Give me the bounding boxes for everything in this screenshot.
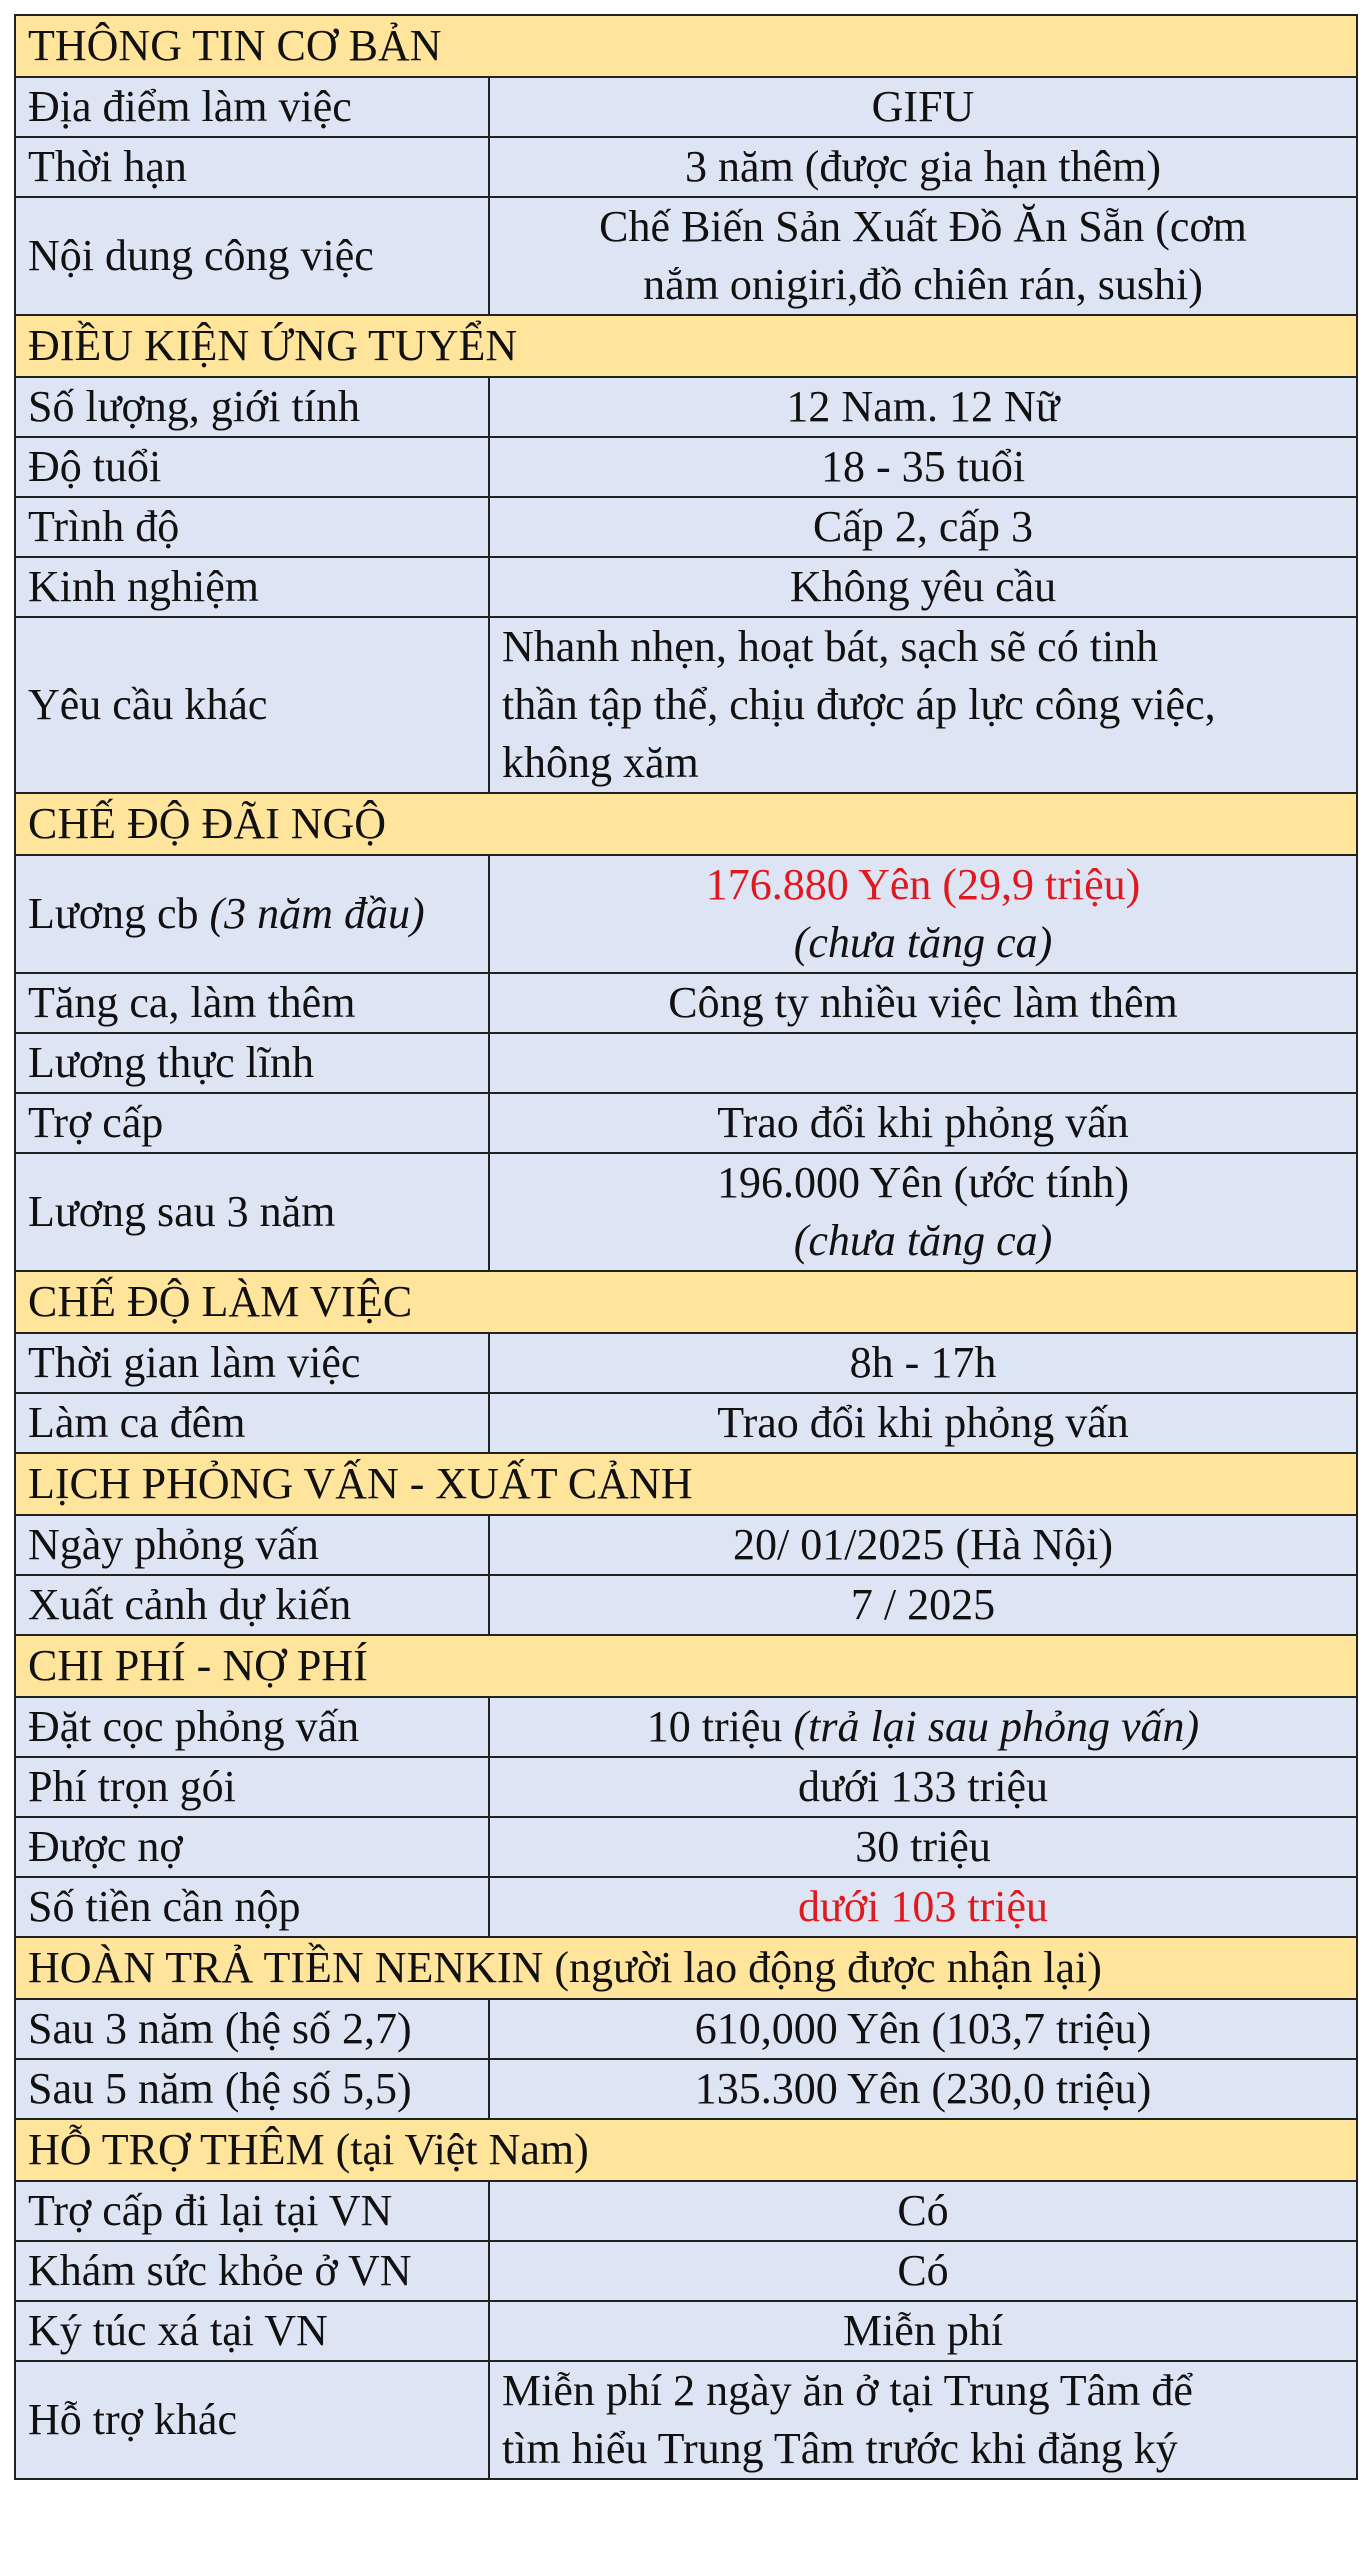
label-text: Lương cb bbox=[28, 889, 210, 938]
row-label: Sau 3 năm (hệ số 2,7) bbox=[15, 1999, 489, 2059]
label-note: (3 năm đầu) bbox=[209, 889, 425, 938]
row-label: Độ tuổi bbox=[15, 437, 489, 497]
value-line: tìm hiểu Trung Tâm trước khi đăng ký bbox=[502, 2424, 1178, 2473]
row-dormitory bbox=[15, 2301, 1357, 2361]
row-quantity-gender bbox=[15, 377, 1357, 437]
row-label: Sau 5 năm (hệ số 5,5) bbox=[15, 2059, 489, 2119]
row-night-shift bbox=[15, 1393, 1357, 1453]
value-line: Miễn phí 2 ngày ăn ở tại Trung Tâm để bbox=[502, 2366, 1193, 2415]
row-value: Công ty nhiều việc làm thêm bbox=[489, 973, 1357, 1033]
row-value: 18 - 35 tuổi bbox=[489, 437, 1357, 497]
row-value: dưới 103 triệu bbox=[489, 1877, 1357, 1937]
row-overtime bbox=[15, 973, 1357, 1033]
row-value: Trao đổi khi phỏng vấn bbox=[489, 1393, 1357, 1453]
row-label: Trình độ bbox=[15, 497, 489, 557]
row-value: 30 triệu bbox=[489, 1817, 1357, 1877]
row-age bbox=[15, 437, 1357, 497]
value-note: (trả lại sau phỏng vấn) bbox=[793, 1702, 1200, 1751]
salary-highlight: 176.880 Yên (29,9 triệu) bbox=[705, 860, 1141, 909]
section-nenkin bbox=[15, 1937, 1357, 1999]
row-label: Đặt cọc phỏng vấn bbox=[15, 1697, 489, 1757]
section-title: CHẾ ĐỘ ĐÃI NGỘ bbox=[15, 793, 1357, 855]
section-title: ĐIỀU KIỆN ỨNG TUYỂN bbox=[15, 315, 1357, 377]
row-salary-after-3-years bbox=[15, 1153, 1357, 1271]
row-value: Trao đổi khi phỏng vấn bbox=[489, 1093, 1357, 1153]
row-value bbox=[489, 1697, 1357, 1757]
section-title: CHẾ ĐỘ LÀM VIỆC bbox=[15, 1271, 1357, 1333]
row-base-salary bbox=[15, 855, 1357, 973]
row-deposit bbox=[15, 1697, 1357, 1757]
row-value bbox=[489, 617, 1357, 793]
row-value bbox=[489, 1153, 1357, 1271]
section-title: HỖ TRỢ THÊM (tại Việt Nam) bbox=[15, 2119, 1357, 2181]
value-line: không xăm bbox=[502, 738, 699, 787]
row-allowance bbox=[15, 1093, 1357, 1153]
section-benefits bbox=[15, 793, 1357, 855]
row-job-content bbox=[15, 197, 1357, 315]
section-basic-info bbox=[15, 15, 1357, 77]
row-nenkin-3-years bbox=[15, 1999, 1357, 2059]
row-label: Phí trọn gói bbox=[15, 1757, 489, 1817]
row-package-fee bbox=[15, 1757, 1357, 1817]
job-info-table bbox=[14, 14, 1358, 2480]
row-value bbox=[489, 197, 1357, 315]
row-value: Cấp 2, cấp 3 bbox=[489, 497, 1357, 557]
section-title: THÔNG TIN CƠ BẢN bbox=[15, 15, 1357, 77]
row-travel-allowance bbox=[15, 2181, 1357, 2241]
row-value: Miễn phí bbox=[489, 2301, 1357, 2361]
value-line: nắm onigiri,đồ chiên rán, sushi) bbox=[643, 260, 1203, 309]
row-value: 3 năm (được gia hạn thêm) bbox=[489, 137, 1357, 197]
section-schedule bbox=[15, 1453, 1357, 1515]
row-label: Địa điểm làm việc bbox=[15, 77, 489, 137]
row-working-hours bbox=[15, 1333, 1357, 1393]
value-line: Chế Biến Sản Xuất Đồ Ăn Sẵn (cơm bbox=[599, 202, 1247, 251]
section-fees bbox=[15, 1635, 1357, 1697]
row-location bbox=[15, 77, 1357, 137]
row-value: dưới 133 triệu bbox=[489, 1757, 1357, 1817]
row-label: Trợ cấp bbox=[15, 1093, 489, 1153]
row-label: Hỗ trợ khác bbox=[15, 2361, 489, 2479]
row-label: Kinh nghiệm bbox=[15, 557, 489, 617]
row-value: Có bbox=[489, 2241, 1357, 2301]
row-value: GIFU bbox=[489, 77, 1357, 137]
row-label: Số lượng, giới tính bbox=[15, 377, 489, 437]
row-value: Không yêu cầu bbox=[489, 557, 1357, 617]
value-line: 196.000 Yên (ước tính) bbox=[716, 1158, 1130, 1207]
row-net-salary bbox=[15, 1033, 1357, 1093]
row-value bbox=[489, 2361, 1357, 2479]
row-label: Xuất cảnh dự kiến bbox=[15, 1575, 489, 1635]
row-departure bbox=[15, 1575, 1357, 1635]
row-experience bbox=[15, 557, 1357, 617]
row-label: Số tiền cần nộp bbox=[15, 1877, 489, 1937]
row-value: 20/ 01/2025 (Hà Nội) bbox=[489, 1515, 1357, 1575]
row-interview-date bbox=[15, 1515, 1357, 1575]
section-working bbox=[15, 1271, 1357, 1333]
row-value bbox=[489, 855, 1357, 973]
row-label: Được nợ bbox=[15, 1817, 489, 1877]
row-payable bbox=[15, 1877, 1357, 1937]
row-label: Trợ cấp đi lại tại VN bbox=[15, 2181, 489, 2241]
row-label bbox=[15, 855, 489, 973]
section-support bbox=[15, 2119, 1357, 2181]
value-line: thần tập thể, chịu được áp lực công việc, bbox=[502, 680, 1216, 729]
row-health-check bbox=[15, 2241, 1357, 2301]
row-value: 135.300 Yên (230,0 triệu) bbox=[489, 2059, 1357, 2119]
value-text: 10 triệu bbox=[646, 1702, 794, 1751]
row-label: Lương thực lĩnh bbox=[15, 1033, 489, 1093]
row-debt bbox=[15, 1817, 1357, 1877]
row-value: 8h - 17h bbox=[489, 1333, 1357, 1393]
value-note: (chưa tăng ca) bbox=[793, 918, 1053, 967]
row-label: Lương sau 3 năm bbox=[15, 1153, 489, 1271]
row-other-support bbox=[15, 2361, 1357, 2479]
section-requirements bbox=[15, 315, 1357, 377]
row-education bbox=[15, 497, 1357, 557]
row-value: 12 Nam. 12 Nữ bbox=[489, 377, 1357, 437]
row-nenkin-5-years bbox=[15, 2059, 1357, 2119]
row-value: Có bbox=[489, 2181, 1357, 2241]
row-label: Làm ca đêm bbox=[15, 1393, 489, 1453]
value-note: (chưa tăng ca) bbox=[793, 1216, 1053, 1265]
row-label: Nội dung công việc bbox=[15, 197, 489, 315]
row-label: Thời gian làm việc bbox=[15, 1333, 489, 1393]
section-title: HOÀN TRẢ TIỀN NENKIN (người lao động được nhận lại) bbox=[15, 1937, 1357, 1999]
section-title: LỊCH PHỎNG VẤN - XUẤT CẢNH bbox=[15, 1453, 1357, 1515]
row-value bbox=[489, 1033, 1357, 1093]
value-line: Nhanh nhẹn, hoạt bát, sạch sẽ có tinh bbox=[502, 622, 1159, 671]
row-value: 7 / 2025 bbox=[489, 1575, 1357, 1635]
row-label: Yêu cầu khác bbox=[15, 617, 489, 793]
row-other-requirements bbox=[15, 617, 1357, 793]
row-label: Tăng ca, làm thêm bbox=[15, 973, 489, 1033]
row-duration bbox=[15, 137, 1357, 197]
row-label: Khám sức khỏe ở VN bbox=[15, 2241, 489, 2301]
section-title: CHI PHÍ - NỢ PHÍ bbox=[15, 1635, 1357, 1697]
row-label: Ký túc xá tại VN bbox=[15, 2301, 489, 2361]
row-value: 610,000 Yên (103,7 triệu) bbox=[489, 1999, 1357, 2059]
row-label: Thời hạn bbox=[15, 137, 489, 197]
row-label: Ngày phỏng vấn bbox=[15, 1515, 489, 1575]
